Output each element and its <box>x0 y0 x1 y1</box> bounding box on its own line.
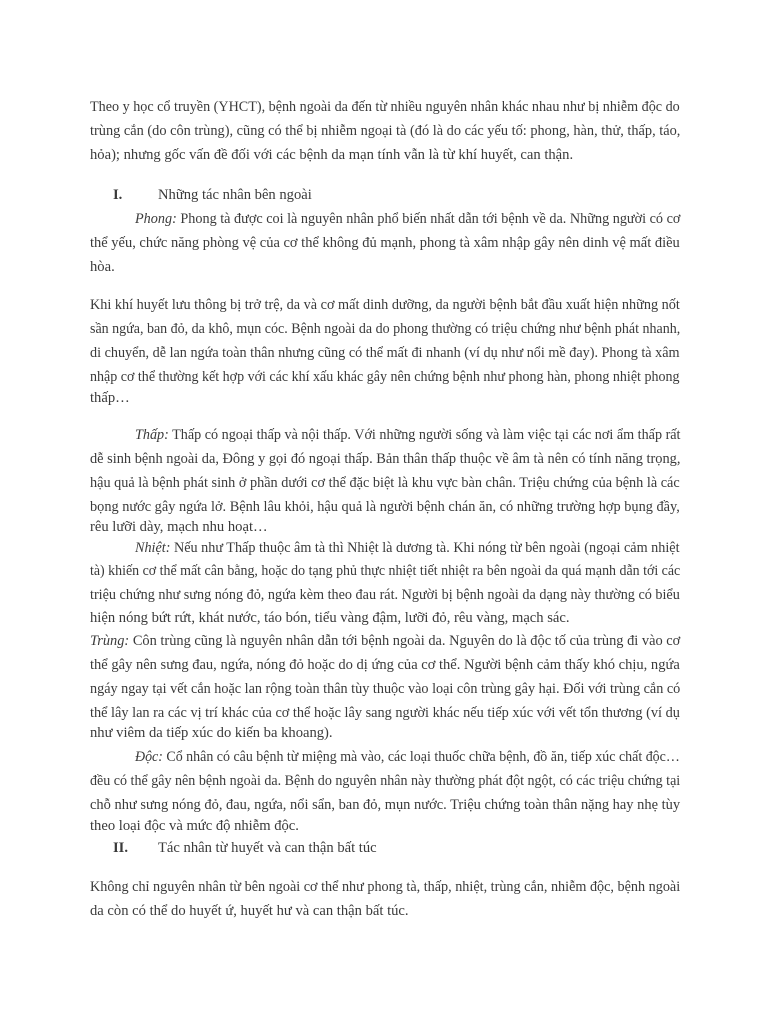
nhiet-first-text: Nếu như Thấp thuộc âm tà thì Nhiệt là dương tà. Khi nóng từ bên ngoài (ngoại cảm nhiệt <box>173 540 680 556</box>
thap-first-line <box>135 426 680 444</box>
section-2-number: II. <box>113 840 129 856</box>
nhiet-term: Nhiệt: <box>135 540 171 556</box>
khihuyet-line-2: sần ngứa, ban đỏ, da khô, mụn cóc. Bệnh ngoài da do phong thường có triệu chứng như bệnh phát nhanh, <box>90 321 681 337</box>
nhiet-first-line <box>135 539 680 557</box>
nhiet-line-3: triệu chứng như sưng nóng đỏ, ngứa kèm theo đau rát. Người bị bệnh ngoài da dạng này thường có biểu <box>90 587 680 603</box>
closing-line-1: Không chỉ nguyên nhân từ bên ngoài cơ thể như phong tà, thấp, nhiệt, trùng cắn, nhiễm độc, bệnh ngoài <box>90 879 681 895</box>
section-1-number: I. <box>113 187 123 203</box>
nhiet-line-2: tà) khiến cơ thể mất cân bằng, hoặc do tạng phủ thực nhiệt tiết nhiệt ra bên ngoài da quá mạnh dẫn tới các <box>90 563 681 579</box>
khihuyet-line-3: di chuyển, dễ lan ngứa toàn thân nhưng cũng có thể mất đi nhanh (ví dụ như nổi mề đay). Phong tà xâm <box>90 345 680 361</box>
phong-line-2: thể yếu, chức năng phòng vệ của cơ thể không đủ mạnh, phong tà xâm nhập gây nên dinh vệ mất điều <box>90 235 680 251</box>
trung-first-line <box>90 632 680 650</box>
thap-line-5: rêu lưỡi dày, mạch nhu hoạt… <box>90 519 268 535</box>
phong-first-text: Phong tà được coi là nguyên nhân phổ biến nhất dẫn tới bệnh về da. Những người có cơ <box>180 211 681 227</box>
intro-line-1: Theo y học cổ truyền (YHCT), bệnh ngoài da đến từ nhiều nguyên nhân khác nhau như bị nhiễm độc do <box>90 99 680 115</box>
section-2-title: Tác nhân từ huyết và can thận bất túc <box>158 840 377 856</box>
closing-line-2: da còn có thể do huyết ứ, huyết hư và can thận bất túc. <box>90 903 409 919</box>
doc-line-2: đều có thể gây nên bệnh ngoài da. Bệnh do nguyên nhân này thường phát đột ngột, có các triệu chứng tại <box>90 773 681 789</box>
trung-line-5: như viêm da tiếp xúc do kiến ba khoang). <box>90 725 333 741</box>
trung-first-text: Côn trùng cũng là nguyên nhân dẫn tới bệnh ngoài da. Nguyên do là độc tố của trùng đi vào cơ <box>132 633 681 649</box>
doc-term: Độc: <box>135 749 163 765</box>
section-1-title: Những tác nhân bên ngoài <box>158 187 312 203</box>
thap-term: Thấp: <box>135 427 169 443</box>
khihuyet-line-5: thấp… <box>90 390 130 406</box>
thap-first-text: Thấp có ngoại thấp và nội thấp. Với những người sống và làm việc tại các nơi ẩm thấp rất <box>172 427 681 443</box>
phong-first-line <box>135 210 680 228</box>
thap-line-2: dễ sinh bệnh ngoài da, Đông y gọi đó ngoại thấp. Bản thân thấp thuộc về âm tà nên có tính năng trọng, <box>90 451 681 467</box>
phong-line-3: hòa. <box>90 259 115 275</box>
trung-line-2: thể gây nên sưng đau, ngứa, nóng đỏ hoặc do dị ứng của cơ thể. Người bệnh cảm thấy khó chịu, ngứa <box>90 657 680 673</box>
trung-term: Trùng: <box>90 633 130 649</box>
trung-line-3: ngáy ngay tại vết cắn hoặc lan rộng toàn thân tùy thuộc vào loại côn trùng gây hại. Đối với trùng cắn có <box>90 681 681 697</box>
thap-line-3: hậu quả là bệnh phát sinh ở phần dưới cơ thể đặc biệt là khu vực bàn chân. Triệu chứng của bệnh là các <box>90 475 680 491</box>
trung-line-4: thể lây lan ra các vị trí khác của cơ thể hoặc lây sang người khác nếu tiếp xúc với vết tổn thương (ví dụ <box>90 705 680 721</box>
doc-line-4: theo loại độc và mức độ nhiễm độc. <box>90 818 299 834</box>
intro-line-2: trùng cắn (do côn trùng), cũng có thể bị nhiễm ngoại tà (đó là do các yếu tố: phong, hàn, thử, thấp, táo, <box>90 123 681 139</box>
nhiet-line-4: hiện nóng bứt rứt, khát nước, táo bón, tiểu vàng đậm, lưỡi đỏ, rêu vàng, mạch sác. <box>90 610 570 626</box>
doc-line-3: chỗ như sưng nóng đỏ, đau, ngứa, nổi sẩn, ban đỏ, mụn nước. Triệu chứng toàn thân nặng hay nhẹ tùy <box>90 797 681 813</box>
intro-line-3: hỏa); nhưng gốc vấn đề đối với các bệnh da mạn tính vẫn là từ khí huyết, can thận. <box>90 147 574 163</box>
doc-first-text: Cổ nhân có câu bệnh từ miệng mà vào, các loại thuốc chữa bệnh, đồ ăn, tiếp xúc chất độc… <box>166 749 680 765</box>
doc-first-line <box>135 748 680 766</box>
khihuyet-line-1: Khi khí huyết lưu thông bị trở trệ, da và cơ mất dinh dưỡng, da người bệnh bắt đầu xuất hiện những nốt <box>90 297 680 313</box>
khihuyet-line-4: nhập cơ thể thường kết hợp với các khí xấu khác gây nên chứng bệnh như phong hàn, phong nhiệt phong <box>90 369 680 385</box>
thap-line-4: bọng nước gây ngứa lở. Bệnh lâu khỏi, hậu quả là người bệnh chán ăn, có những trường hợp bụng đầy, <box>90 499 680 515</box>
phong-term: Phong: <box>135 211 177 227</box>
